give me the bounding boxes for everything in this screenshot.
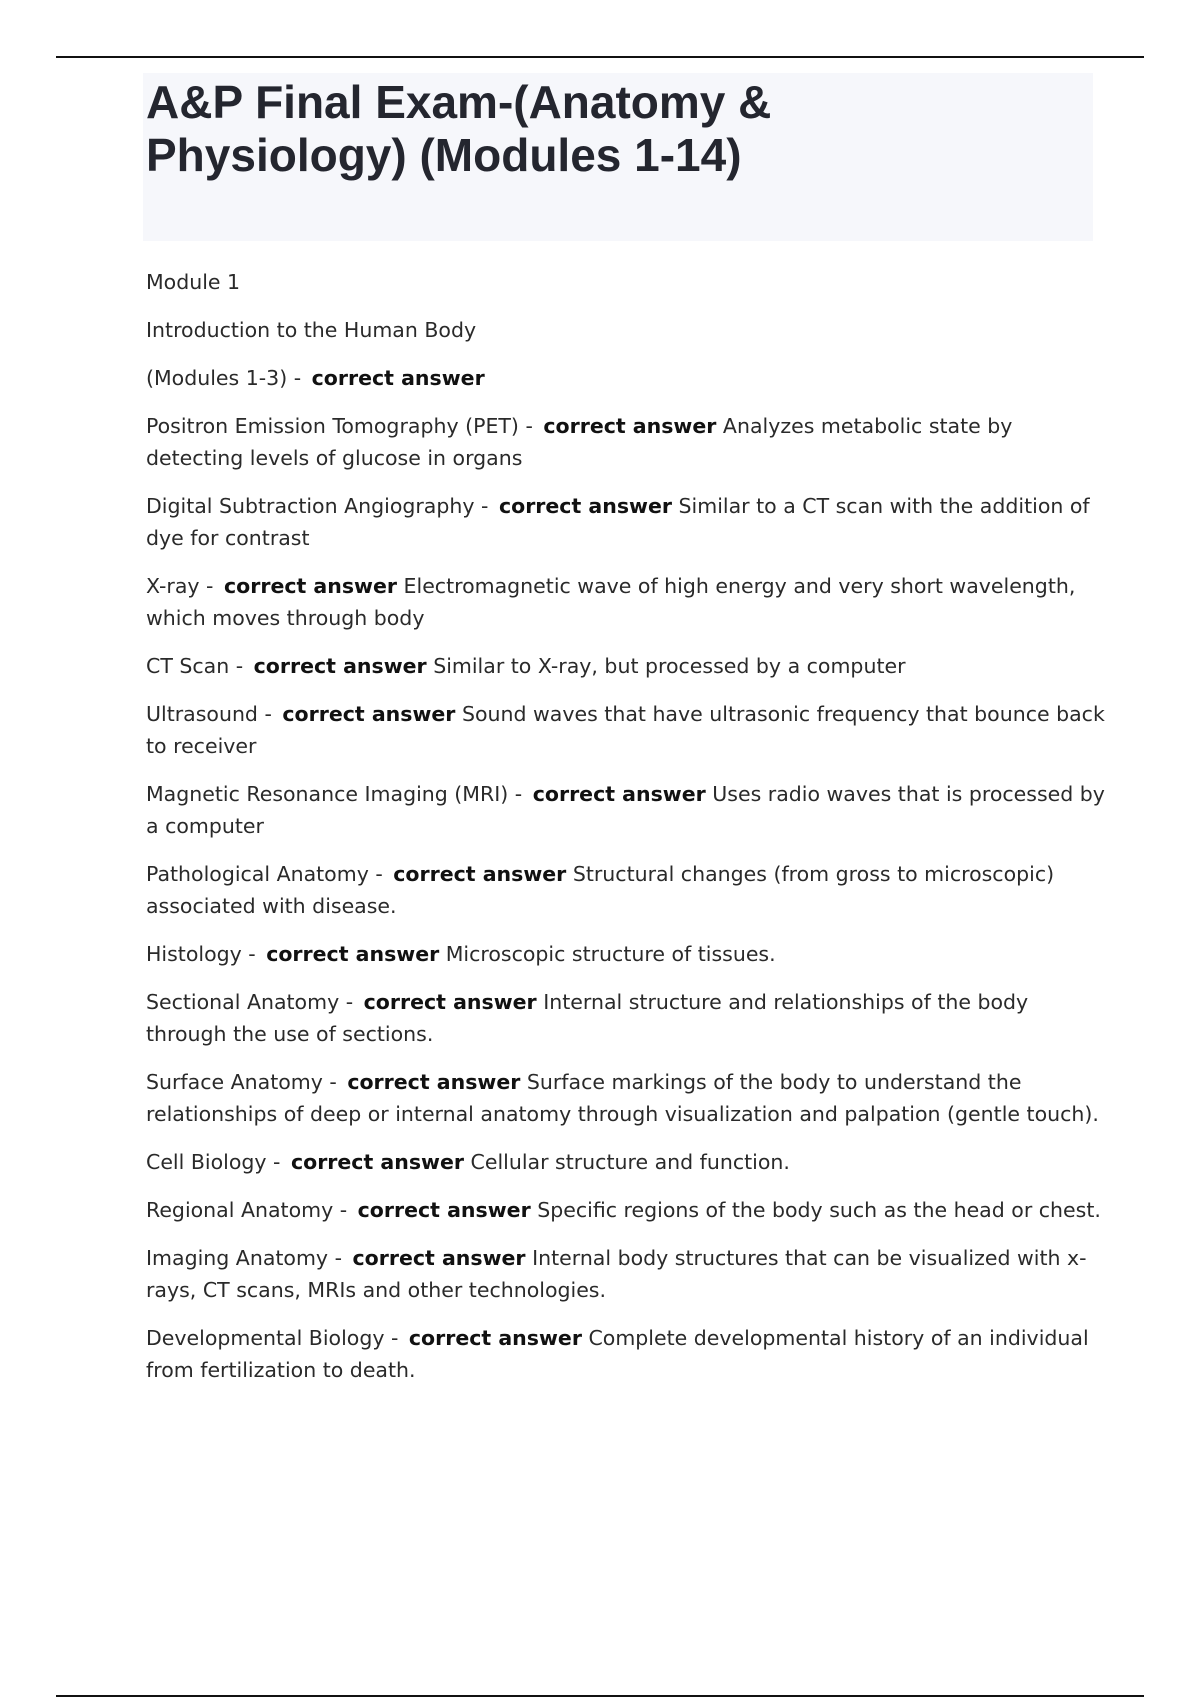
correct-answer-label: correct answer <box>408 1326 582 1350</box>
correct-answer-label: correct answer <box>498 494 672 518</box>
entry-term: Pathological Anatomy - <box>146 862 390 886</box>
entry-term: Magnetic Resonance Imaging (MRI) - <box>146 782 529 806</box>
correct-answer-label: correct answer <box>223 574 398 598</box>
correct-answer-label: correct answer <box>347 1070 521 1094</box>
entry-item <box>146 1242 1106 1306</box>
entry-answer: Internal structure and relationships of the body through the use of sections. <box>146 990 1029 1046</box>
document-body <box>146 266 1106 1402</box>
correct-answer-label: correct answer <box>393 862 567 886</box>
entry-answer: Uses radio waves that is processed by a computer <box>146 782 1105 838</box>
entry-item <box>146 1066 1106 1130</box>
entry-term: Imaging Anatomy - <box>146 1246 349 1270</box>
correct-answer-label: correct answer <box>543 414 717 438</box>
title-line-2: Physiology) (Modules 1-14) <box>146 129 742 181</box>
correct-answer-label: correct answer <box>532 782 706 806</box>
entry-term: Developmental Biology - <box>146 1326 405 1350</box>
correct-answer-label: correct answer <box>282 702 456 726</box>
correct-answer-label: correct answer <box>352 1246 526 1270</box>
entry-answer: Similar to X-ray, but processed by a computer <box>433 654 906 678</box>
entry-item <box>146 1322 1106 1386</box>
correct-answer-label: correct answer <box>311 366 485 390</box>
entry-item <box>146 698 1106 762</box>
entry-item <box>146 986 1106 1050</box>
top-rule <box>56 56 1144 58</box>
title-line-1: A&P Final Exam-(Anatomy & <box>146 76 772 128</box>
entry-answer: Specific regions of the body such as the head or chest. <box>537 1198 1101 1222</box>
entry-item <box>146 362 1106 394</box>
entry-term: Histology - <box>146 942 263 966</box>
entry-item <box>146 778 1106 842</box>
entry-term: Cell Biology - <box>146 1150 287 1174</box>
correct-answer-label: correct answer <box>266 942 440 966</box>
entry-term: Sectional Anatomy - <box>146 990 360 1014</box>
entry-item <box>146 1146 1106 1178</box>
entry-term: X-ray - <box>146 574 220 598</box>
entry-answer: Electromagnetic wave of high energy and very short wavelength, which moves through body <box>146 574 1076 630</box>
entry-answer: Cellular structure and function. <box>470 1150 790 1174</box>
entry-term: Ultrasound - <box>146 702 279 726</box>
entry-item <box>146 1194 1106 1226</box>
entry-term: Positron Emission Tomography (PET) - <box>146 414 540 438</box>
entry-answer: Internal body structures that can be visualized with x-rays, CT scans, MRIs and other technologies. <box>146 1246 1087 1302</box>
correct-answer-label: correct answer <box>363 990 537 1014</box>
document-title <box>146 73 1090 182</box>
entry-answer: Microscopic structure of tissues. <box>445 942 776 966</box>
module-heading: Module 1 <box>146 270 241 294</box>
entry-term: Surface Anatomy - <box>146 1070 344 1094</box>
entry-term: (Modules 1-3) - <box>146 366 308 390</box>
entry-item <box>146 410 1106 474</box>
bottom-rule <box>56 1695 1144 1697</box>
entry-answer: Sound waves that have ultrasonic frequency that bounce back to receiver <box>146 702 1105 758</box>
entry-answer: Structural changes (from gross to microscopic) associated with disease. <box>146 862 1055 918</box>
entry-answer: Similar to a CT scan with the addition of dye for contrast <box>146 494 1090 550</box>
entry-item <box>146 650 1106 682</box>
entry-item <box>146 938 1106 970</box>
title-banner <box>143 73 1093 241</box>
entry-term: Regional Anatomy - <box>146 1198 354 1222</box>
correct-answer-label: correct answer <box>253 654 427 678</box>
entry-answer: Surface markings of the body to understand the relationships of deep or internal anatomy through visualization and palpation (gentle touch). <box>146 1070 1099 1126</box>
section-heading: Introduction to the Human Body <box>146 318 477 342</box>
entry-answer: Complete developmental history of an individual from fertilization to death. <box>146 1326 1089 1382</box>
correct-answer-label: correct answer <box>290 1150 464 1174</box>
entry-list <box>146 362 1106 1386</box>
entry-item <box>146 570 1106 634</box>
entry-item <box>146 490 1106 554</box>
entry-term: CT Scan - <box>146 654 250 678</box>
entry-answer: Analyzes metabolic state by detecting levels of glucose in organs <box>146 414 1013 470</box>
entry-item <box>146 858 1106 922</box>
correct-answer-label: correct answer <box>357 1198 531 1222</box>
entry-term: Digital Subtraction Angiography - <box>146 494 495 518</box>
